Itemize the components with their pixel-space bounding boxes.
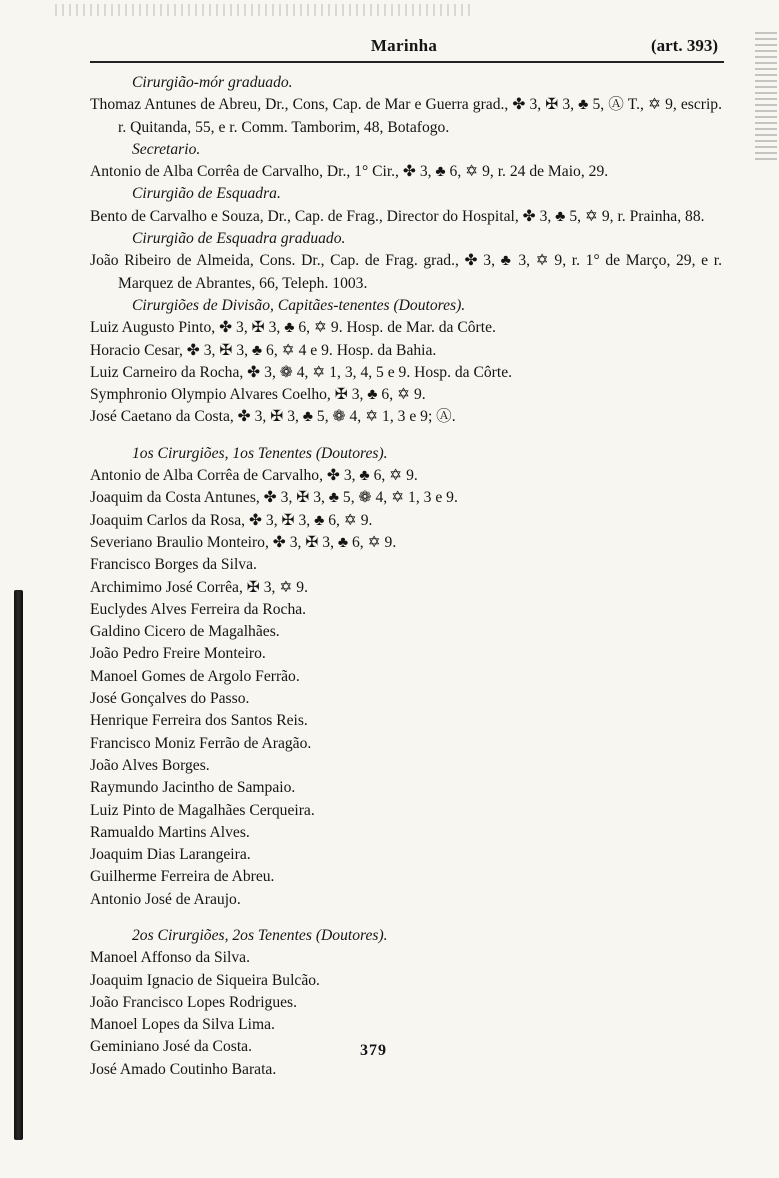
list-item: Ramualdo Martins Alves. — [90, 823, 250, 841]
list-item: Severiano Braulio Monteiro, ✤ 3, ✠ 3, ♣ 6, ✡ 9. — [90, 533, 397, 551]
header-article: (art. 393) — [650, 36, 718, 55]
list-item: José Amado Coutinho Barata. — [90, 1060, 277, 1078]
list-item: Manoel Affonso da Silva. — [90, 949, 250, 967]
page-body — [90, 72, 722, 1081]
list-item: Symphronio Olympio Alvares Coelho, ✠ 3, ♣ 6, ✡ 9. — [90, 386, 426, 404]
running-header — [90, 36, 718, 60]
list-item: Galdino Cicero de Magalhães. — [90, 623, 280, 641]
list-item: Joaquim Carlos da Rosa, ✤ 3, ✠ 3, ♣ 6, ✡ 9. — [90, 511, 373, 529]
section-heading: Cirurgião de Esquadra graduado. — [132, 230, 346, 248]
list-item: Francisco Moniz Ferrão de Aragão. — [90, 734, 312, 752]
list-item: Joaquim Dias Larangeira. — [90, 846, 251, 864]
list-item: José Gonçalves do Passo. — [90, 690, 250, 708]
page-edge-shadow — [755, 30, 777, 160]
list-item: João Ribeiro de Almeida, Cons. Dr., Cap. de Frag. grad., ✤ 3, ♣ 3, ✡ 9, r. 1° de Março, 29, e r. Marquez de Abrantes, 66, Teleph. 1003. — [90, 252, 722, 292]
header-title: Marinha — [370, 36, 438, 55]
list-item: Raymundo Jacintho de Sampaio. — [90, 779, 296, 797]
list-item: Archimimo José Corrêa, ✠ 3, ✡ 9. — [90, 578, 308, 596]
header-rule — [90, 61, 724, 63]
list-item: João Francisco Lopes Rodrigues. — [90, 993, 298, 1011]
list-item: Luiz Pinto de Magalhães Cerqueira. — [90, 801, 315, 819]
list-item: Manoel Lopes da Silva Lima. — [90, 1016, 275, 1034]
list-item: Joaquim da Costa Antunes, ✤ 3, ✠ 3, ♣ 5, ❁ 4, ✡ 1, 3 e 9. — [90, 489, 458, 507]
list-item: José Caetano da Costa, ✤ 3, ✠ 3, ♣ 5, ❁ 4, ✡ 1, 3 e 9; Ⓐ. — [90, 408, 456, 426]
section-heading: 2os Cirurgiões, 2os Tenentes (Doutores). — [132, 926, 388, 944]
list-item: Guilherme Ferreira de Abreu. — [90, 868, 275, 886]
list-item: João Alves Borges. — [90, 756, 210, 774]
section-heading: 1os Cirurgiões, 1os Tenentes (Doutores). — [132, 444, 388, 462]
list-item: Luiz Augusto Pinto, ✤ 3, ✠ 3, ♣ 6, ✡ 9. Hosp. de Mar. da Côrte. — [90, 319, 496, 337]
paper-speckle — [55, 4, 475, 16]
list-item: Antonio José de Araujo. — [90, 890, 241, 908]
list-item: João Pedro Freire Monteiro. — [90, 645, 266, 663]
list-item: Antonio de Alba Corrêa de Carvalho, Dr., 1° Cir., ✤ 3, ♣ 6, ✡ 9, r. 24 de Maio, 29. — [90, 163, 609, 181]
list-item: Horacio Cesar, ✤ 3, ✠ 3, ♣ 6, ✡ 4 e 9. Hosp. da Bahia. — [90, 341, 437, 359]
list-item: Manoel Gomes de Argolo Ferrão. — [90, 667, 300, 685]
binding-spine — [14, 590, 23, 1140]
section-heading: Cirurgiões de Divisão, Capitães-tenentes (Doutores). — [132, 296, 466, 314]
list-item: Geminiano José da Costa. — [90, 1038, 252, 1056]
section-heading: Secretario. — [132, 140, 201, 158]
list-item: Euclydes Alves Ferreira da Rocha. — [90, 600, 307, 618]
list-item: Francisco Borges da Silva. — [90, 556, 257, 574]
list-item: Thomaz Antunes de Abreu, Dr., Cons, Cap. de Mar e Guerra grad., ✤ 3, ✠ 3, ♣ 5, Ⓐ T., ✡ 9, escrip. r. Quitanda, 55, e r. Comm. Tamborim, 48, Botafogo. — [90, 96, 722, 136]
list-item: Antonio de Alba Corrêa de Carvalho, ✤ 3, ♣ 6, ✡ 9. — [90, 467, 418, 485]
list-item: Joaquim Ignacio de Siqueira Bulcão. — [90, 971, 320, 989]
list-item: Luiz Carneiro da Rocha, ✤ 3, ❁ 4, ✡ 1, 3, 4, 5 e 9. Hosp. da Côrte. — [90, 363, 513, 381]
section-heading: Cirurgião-mór graduado. — [132, 74, 293, 91]
page-number: 379 — [360, 1042, 387, 1059]
section-heading: Cirurgião de Esquadra. — [132, 185, 281, 203]
list-item: Bento de Carvalho e Souza, Dr., Cap. de Frag., Director do Hospital, ✤ 3, ♣ 5, ✡ 9, r. Prainha, 88. — [90, 207, 705, 225]
list-item: Henrique Ferreira dos Santos Reis. — [90, 712, 308, 730]
